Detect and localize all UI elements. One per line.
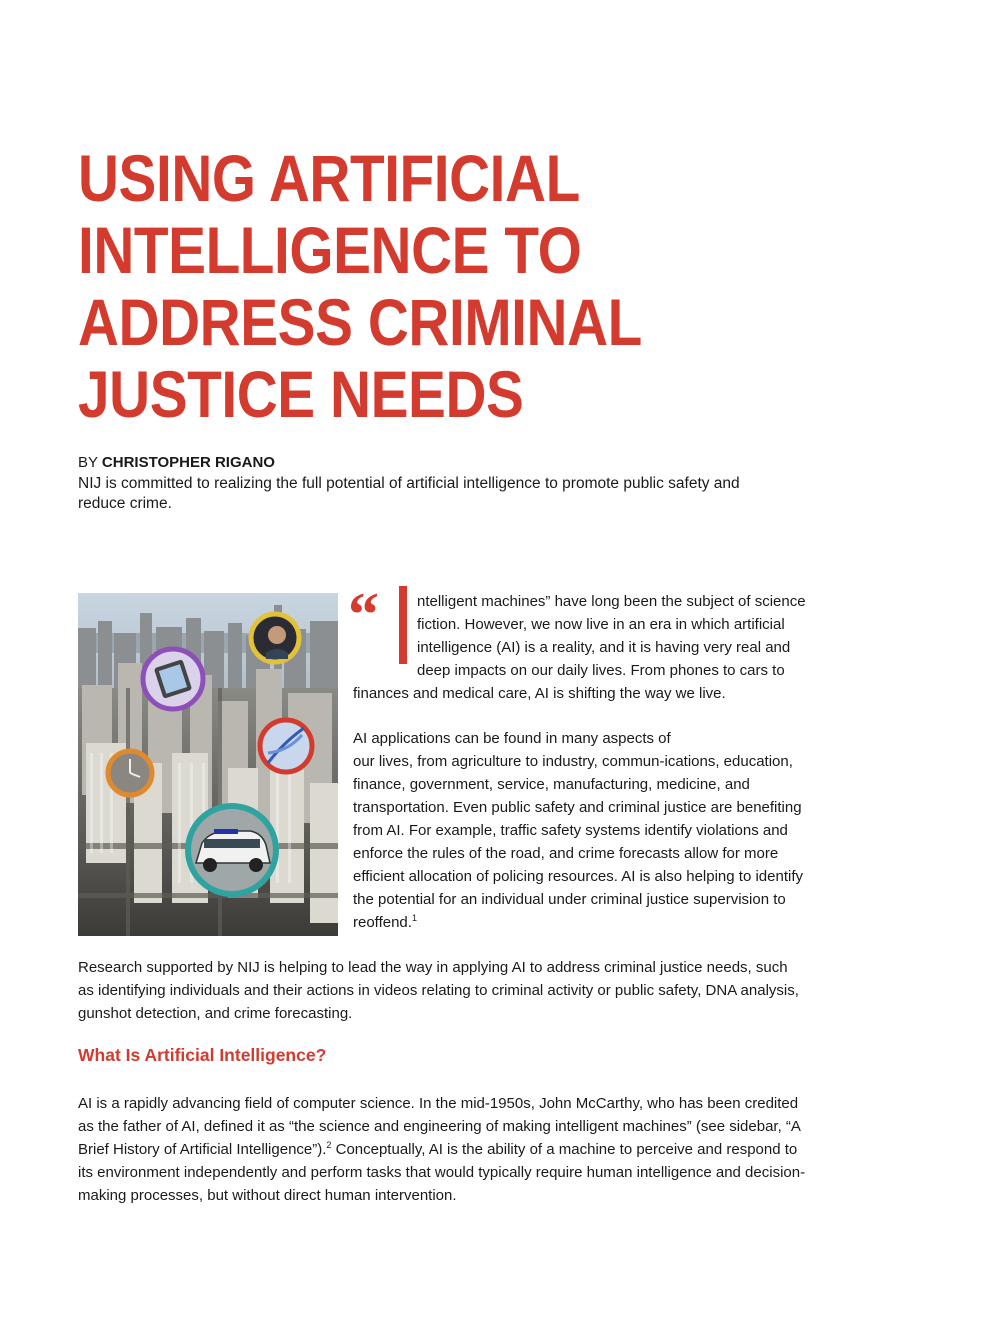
paragraph-line: our lives, from agriculture to industry, commun-ications, education, <box>353 753 793 770</box>
paragraph-line: the potential for an individual under criminal justice supervision to <box>353 891 786 908</box>
intro-line: fiction. However, we now live in an era in which artificial <box>417 616 785 633</box>
paragraph-line: transportation. Even public safety and criminal justice are benefiting <box>353 799 802 816</box>
footnote-marker[interactable]: 2 <box>326 1140 332 1150</box>
police-car-icon <box>188 806 276 894</box>
paragraph-line: making processes, but without direct human intervention. <box>78 1187 457 1204</box>
paragraph-line: enforce the rules of the road, and crime forecasts allow for more <box>353 845 779 862</box>
dna-helix-icon <box>260 720 312 772</box>
intro-paragraph <box>417 590 806 682</box>
paragraph-line: efficient allocation of policing resources. AI is also helping to identify <box>353 868 803 885</box>
footnote-marker[interactable]: 1 <box>411 913 417 923</box>
article-title <box>78 142 680 430</box>
byline <box>78 453 275 473</box>
definition-paragraph <box>78 1092 806 1207</box>
headset-person-icon <box>251 614 299 662</box>
paragraph-text: Brief History of Artificial Intelligence”). <box>78 1141 327 1158</box>
intro-line: intelligence (AI) is a reality, and it is having very real and <box>417 639 791 656</box>
paragraph-line <box>78 1138 798 1161</box>
title-line: JUSTICE NEEDS <box>78 357 524 431</box>
applications-paragraph <box>353 727 803 934</box>
paragraph-line: from AI. For example, traffic safety systems identify violations and <box>353 822 788 839</box>
research-paragraph <box>78 956 799 1025</box>
title-line: ADDRESS CRIMINAL <box>78 285 642 359</box>
paragraph-line: as identifying individuals and their actions in videos relating to criminal activity or public safety, DNA analysis, <box>78 982 799 999</box>
intro-line: deep impacts on our daily lives. From phones to cars to <box>417 662 785 679</box>
clock-icon <box>108 751 152 795</box>
tablet-icon <box>143 649 203 709</box>
paragraph-line: gunshot detection, and crime forecasting. <box>78 1005 353 1022</box>
hero-image <box>78 593 338 936</box>
paragraph-line <box>353 911 798 934</box>
section-heading: What Is Artificial Intelligence? <box>78 1045 327 1065</box>
paragraph-line: its environment independently and perform tasks that would typically require human intelligence and decision- <box>78 1164 806 1181</box>
city-collage-image <box>78 593 338 936</box>
byline-prefix: BY <box>78 454 102 471</box>
title-line: USING ARTIFICIAL <box>78 141 580 215</box>
paragraph-line: as the father of AI, defined it as “the science and engineering of making intelligent machines” (see sidebar, “A <box>78 1118 801 1135</box>
article-deck: NIJ is committed to realizing the full potential of artificial intelligence to promote public safety and reduce crime. <box>78 475 740 512</box>
paragraph-text: Conceptually, AI is the ability of a machine to perceive and respond to <box>331 1141 798 1158</box>
paragraph-line: finance, government, service, manufacturing, medicine, and <box>353 776 750 793</box>
paragraph-line: AI is a rapidly advancing field of computer science. In the mid-1950s, John McCarthy, who has been credited <box>78 1095 799 1112</box>
author-name: CHRISTOPHER RIGANO <box>101 454 275 471</box>
paragraph-line: Research supported by NIJ is helping to lead the way in applying AI to address criminal justice needs, such <box>78 959 788 976</box>
intro-line: ntelligent machines” have long been the subject of science <box>417 593 806 610</box>
drop-cap-i <box>399 586 407 664</box>
quote-mark-icon: “ <box>348 581 379 649</box>
intro-line: finances and medical care, AI is shifting the way we live. <box>353 685 726 702</box>
paragraph-line: AI applications can be found in many aspects of <box>353 730 671 747</box>
paragraph-text: reoffend. <box>353 914 412 931</box>
title-line: INTELLIGENCE TO <box>78 213 582 287</box>
